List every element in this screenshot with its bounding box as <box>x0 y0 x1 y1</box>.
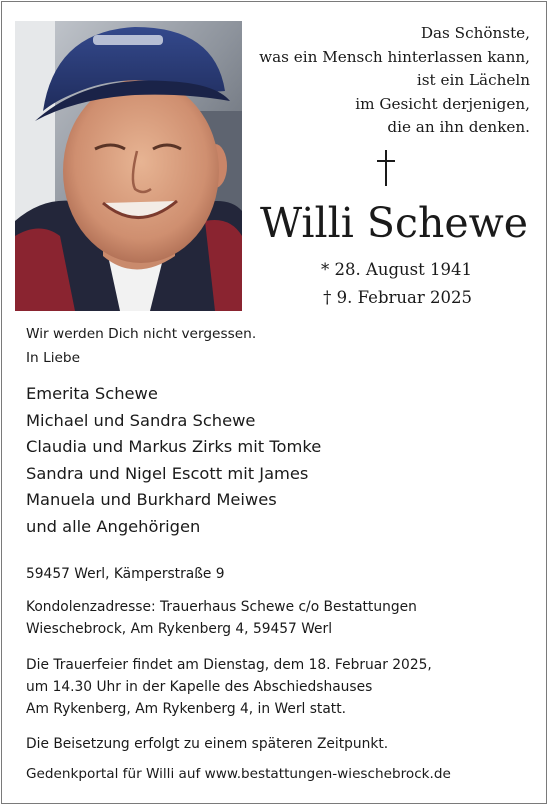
family-member: Sandra und Nigel Escott mit James <box>26 463 309 483</box>
address-line: 59457 Werl, Kämperstraße 9 <box>26 566 225 582</box>
poem-line: ist ein Lächeln <box>416 71 530 90</box>
portrait-photo <box>15 21 242 311</box>
family-member: Emerita Schewe <box>26 384 158 403</box>
birth-date: * 28. August 1941 <box>320 260 472 279</box>
intro-line: In Liebe <box>26 350 81 366</box>
deceased-name: Willi Schewe <box>260 199 528 247</box>
poem-line: die an ihn denken. <box>387 118 530 137</box>
family-member: Michael und Sandra Schewe <box>26 410 256 430</box>
family-list <box>26 381 321 540</box>
burial-line: Die Beisetzung erfolgt zu einem späteren Zeitpunkt. <box>26 736 389 752</box>
ceremony-line: um 14.30 Uhr in der Kapelle des Abschiedshauses <box>26 679 373 695</box>
death-date: † 9. Februar 2025 <box>323 288 472 307</box>
poem-line: was ein Mensch hinterlassen kann, <box>259 47 530 66</box>
life-dates <box>250 256 472 312</box>
memorial-poem <box>250 22 530 140</box>
home-address <box>26 563 225 585</box>
ceremony-line: Die Trauerfeier findet am Dienstag, dem 18. Februar 2025, <box>26 657 432 673</box>
poem-line: Das Schönste, <box>420 24 530 42</box>
portal-line: Gedenkportal für Willi auf www.bestattungen-wieschebrock.de <box>26 766 451 782</box>
ceremony-info <box>26 654 432 720</box>
poem-line: im Gesicht derjenigen, <box>355 94 530 113</box>
condolence-line: Kondolenzadresse: Trauerhaus Schewe c/o Bestattungen <box>26 599 417 615</box>
family-member: Manuela und Burkhard Meiwes <box>26 490 277 509</box>
burial-info <box>26 733 388 755</box>
intro-line: Wir werden Dich nicht vergessen. <box>26 326 257 342</box>
intro-text <box>26 322 256 370</box>
condolence-address <box>26 596 417 640</box>
cross-icon <box>373 148 399 188</box>
family-member: und alle Angehörigen <box>26 516 201 536</box>
memorial-portal <box>26 763 451 785</box>
family-member: Claudia und Markus Zirks mit Tomke <box>26 437 322 456</box>
condolence-line: Wieschebrock, Am Rykenberg 4, 59457 Werl <box>26 621 333 637</box>
ceremony-line: Am Rykenberg, Am Rykenberg 4, in Werl statt. <box>26 701 346 717</box>
